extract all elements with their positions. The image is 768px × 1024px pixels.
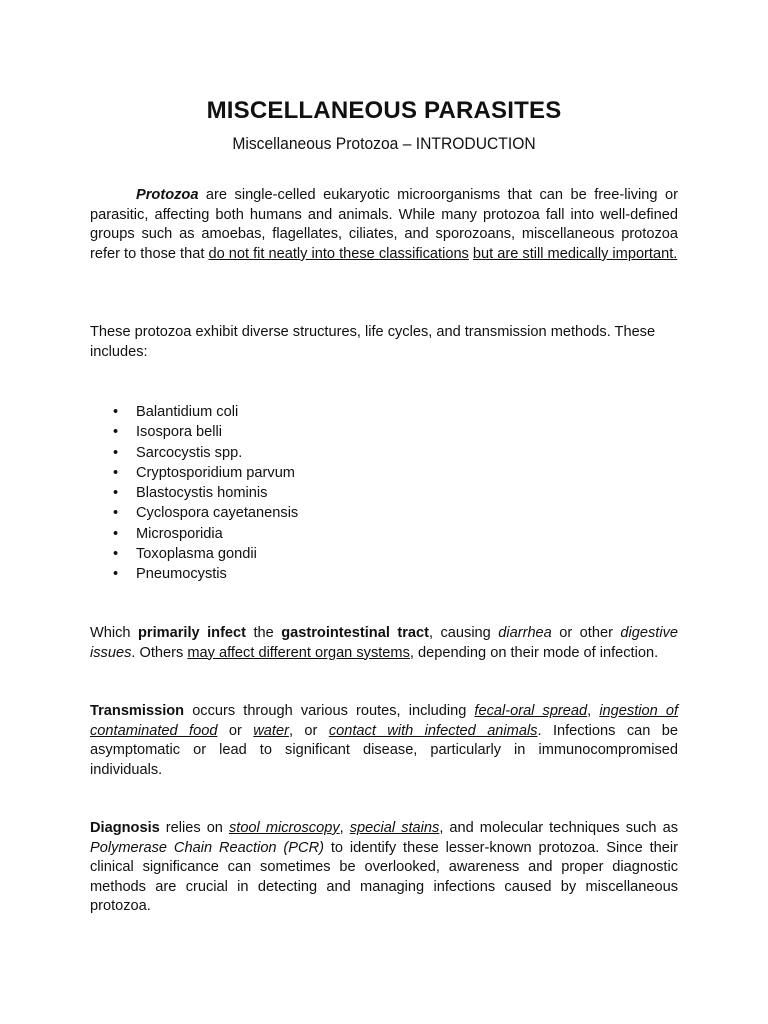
intro-underline-2: but are still medically important. [472,245,678,262]
italic-underlined-phrase: water [253,722,289,739]
italic-underlined-phrase: contact with infected animals [328,722,538,739]
list-item: • Sarcocystis spp. [90,443,590,463]
transmission-paragraph [90,702,678,780]
list-item: • Toxoplasma gondii [90,544,590,564]
text-run: , [339,820,350,836]
text-run: , depending on their mode of infection. [409,644,659,661]
italic-underlined-phrase: ingestion of contaminated food [90,703,678,739]
text-run: , and molecular techniques such as [439,820,678,836]
text-run: occurs through various routes, including [184,703,475,719]
list-item: • Isospora belli [90,422,590,442]
diagnosis-paragraph [90,819,678,917]
infection-paragraph [90,624,678,663]
text-run: . Others [131,644,188,661]
text-run: Which [90,625,138,641]
list-item: • Blastocystis hominis [90,483,590,503]
text-run: or other [551,625,621,641]
italic-underlined-phrase: fecal-oral spread [474,703,588,719]
page-subtitle: Miscellaneous Protozoa – INTRODUCTION [232,134,536,153]
italic-phrase: Polymerase Chain Reaction (PCR) [90,839,324,856]
italic-phrase: digestive issues [90,625,679,661]
italic-underlined-phrase: special stains [349,820,440,836]
italic-underlined-phrase: stool microscopy [228,820,340,836]
bold-phrase: gastrointestinal tract [281,625,429,641]
list-item: • Cryptosporidium parvum [90,463,590,483]
organism-list [90,402,590,585]
text-run: , [587,703,600,719]
text-run: . Infections can be asymptomatic or lead to significant disease, particularly in immunocompromised individuals. [90,722,679,778]
intro-text-1: are single-celled eukaryotic microorganisms that can be free-living or parasitic, affecting both humans and animals. While many protozoa fall into well-defined groups such as amoebas, flagellates, ciliates, and sporozoans, miscellaneous protozoa refer to those that [90,187,678,262]
bold-phrase: Diagnosis [90,820,160,836]
bold-phrase: Transmission [90,703,185,719]
text-run: , or [288,722,329,739]
list-item: • Pneumocystis [90,564,590,584]
italic-phrase: diarrhea [498,625,552,641]
underlined-phrase: may affect different organ systems [187,644,410,661]
bold-phrase: primarily infect [138,625,247,641]
text-run: or [217,722,254,739]
intro-paragraph [90,186,678,264]
intro-underline-1: do not fit neatly into these classifications [208,245,469,262]
page-title: MISCELLANEOUS PARASITES [206,97,562,124]
list-item: • Microsporidia [90,524,590,544]
list-item: • Cyclospora cayetanensis [90,503,590,523]
list-item: • Balantidium coli [90,402,590,422]
text-run: relies on [159,820,229,836]
text-run: , causing [428,625,499,641]
protozoa-term: Protozoa [136,187,199,203]
diversity-paragraph: These protozoa exhibit diverse structures, life cycles, and transmission methods. These includes: [90,324,656,360]
text-run: the [246,625,282,641]
text-run: to identify these lesser-known protozoa. Since their clinical significance can sometimes be overlooked, awareness and proper diagnostic methods are crucial in detecting and managing infections caused by miscellaneous protozoa. [90,839,678,915]
